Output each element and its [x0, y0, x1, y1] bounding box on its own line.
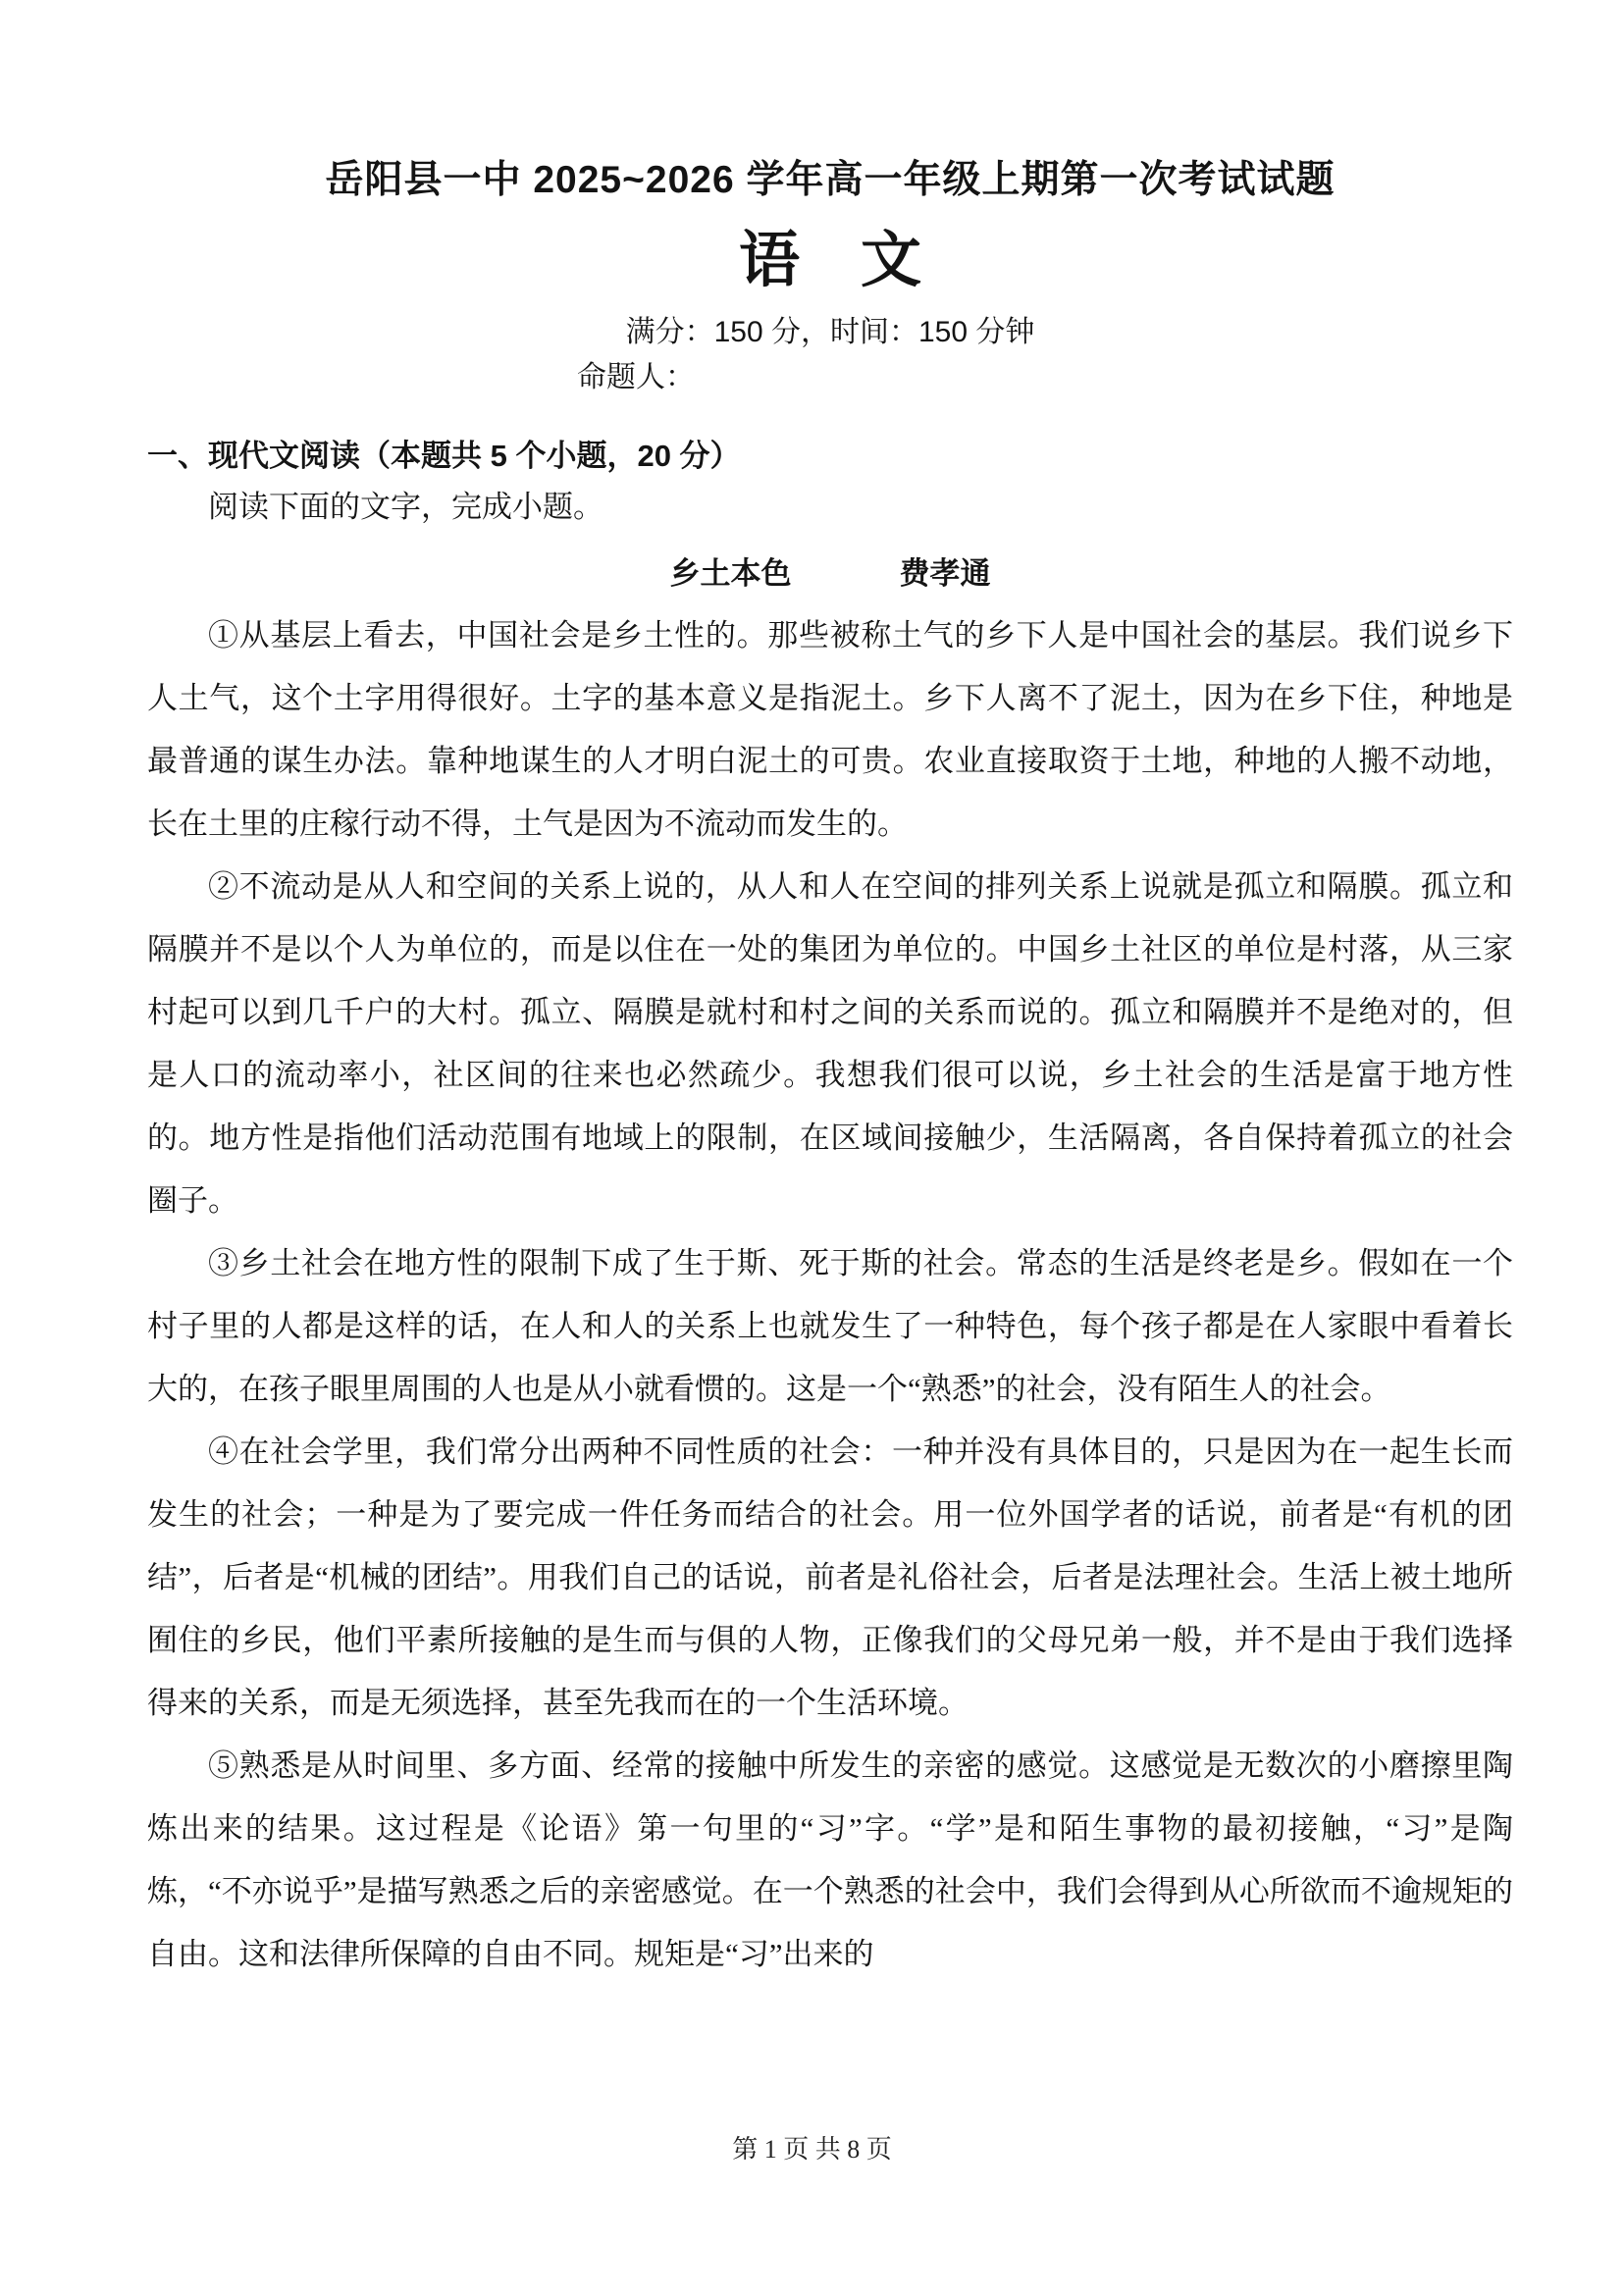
passage-paragraph-5: ⑤熟悉是从时间里、多方面、经常的接触中所发生的亲密的感觉。这感觉是无数次的小磨擦里陶炼出来的结果。这过程是《论语》第一句里的“习”字。“学”是和陌生事物的最初接触，“习”是陶炼，“不亦说乎”是描写熟悉之后的亲密感觉。在一个熟悉的社会中，我们会得到从心所欲而不逾规矩的自由。这和法律所保障的自由不同。规矩是“习”出来的 [147, 1748, 1513, 1971]
section-modern-text-reading [147, 438, 1513, 1986]
subject-title: 语 文 [738, 227, 921, 294]
section-heading: 一、现代文阅读（本题共 5 个小题，20 分） [147, 439, 741, 473]
page-number-footer: 第 1 页 共 8 页 [732, 2135, 892, 2164]
passage-paragraph-1: ①从基层上看去，中国社会是乡土性的。那些被称土气的乡下人是中国社会的基层。我们说乡下人土气，这个土字用得很好。土字的基本意义是指泥土。乡下人离不了泥土，因为在乡下住，种地是最普通的谋生办法。靠种地谋生的人才明白泥土的可贵。农业直接取资于土地，种地的人搬不动地，长在土里的庄稼行动不得，土气是因为不流动而发生的。 [147, 618, 1513, 841]
reading-instruction: 阅读下面的文字，完成小题。 [208, 490, 603, 524]
exam-setter-label: 命题人： [577, 361, 695, 393]
passage-title: 乡土本色 [669, 556, 792, 591]
passage-author: 费孝通 [899, 556, 991, 591]
passage-title-row [147, 555, 1513, 593]
exam-header [147, 159, 1513, 394]
passage-paragraph-4: ④在社会学里，我们常分出两种不同性质的社会：一种并没有具体目的，只是因为在一起生长而发生的社会；一种是为了要完成一件任务而结合的社会。用一位外国学者的话说，前者是“有机的团结”，后者是“机械的团结”。用我们自己的话说，前者是礼俗社会，后者是法理社会。生活上被土地所囿住的乡民，他们平素所接触的是生而与俱的人物，正像我们的父母兄弟一般，并不是由于我们选择得来的关系，而是无须选择，甚至先我而在的一个生活环境。 [147, 1434, 1513, 1720]
passage-body [147, 604, 1513, 1986]
passage-paragraph-3: ③乡土社会在地方性的限制下成了生于斯、死于斯的社会。常态的生活是终老是乡。假如在一个村子里的人都是这样的话，在人和人的关系上也就发生了一种特色，每个孩子都是在人家眼中看着长大的，在孩子眼里周围的人也是从小就看惯的。这是一个“熟悉”的社会，没有陌生人的社会。 [147, 1246, 1513, 1406]
exam-title: 岳阳县一中 2025~2026 学年高一年级上期第一次考试试题 [325, 159, 1336, 201]
passage-paragraph-2: ②不流动是从人和空间的关系上说的，从人和人在空间的排列关系上说就是孤立和隔膜。孤立和隔膜并不是以个人为单位的，而是以住在一处的集团为单位的。中国乡土社区的单位是村落，从三家村起可以到几千户的大村。孤立、隔膜是就村和村之间的关系而说的。孤立和隔膜并不是绝对的，但是人口的流动率小，社区间的往来也必然疏少。我想我们很可以说，乡土社会的生活是富于地方性的。地方性是指他们活动范围有地域上的限制，在区域间接触少，生活隔离，各自保持着孤立的社会圈子。 [147, 869, 1513, 1218]
exam-score-time-info: 满分：150 分，时间：150 分钟 [625, 316, 1035, 348]
